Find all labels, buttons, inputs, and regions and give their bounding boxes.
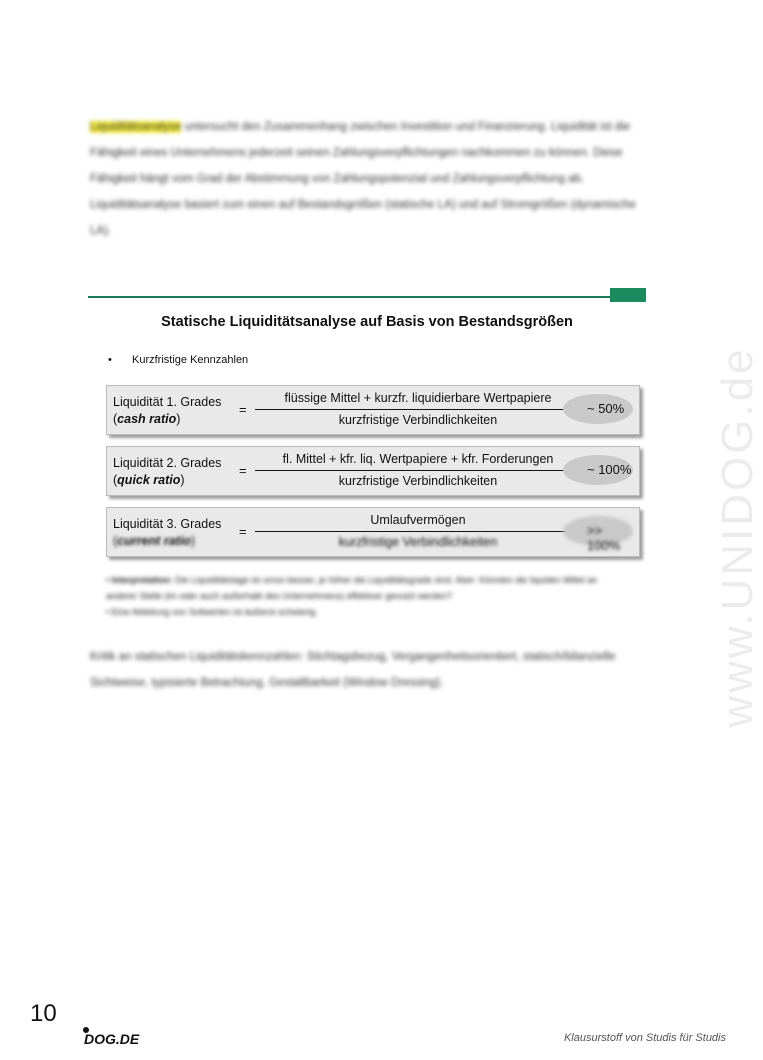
equals-sign: = (239, 402, 247, 417)
bullet-text: Kurzfristige Kennzahlen (132, 354, 249, 366)
closing-paragraph: Kritik an statischen Liquiditätskennzahlen: Stichtagsbezug, Vergangenheitsorientiert, statisch/bilanzielle Sichtweise, typisierte Betrachtung, Gestaltbarkeit (Window Dressing). (90, 651, 616, 689)
equals-sign: = (239, 463, 247, 478)
page-number: 10 (30, 1000, 57, 1027)
logo-text: DOG.DE (84, 1031, 140, 1047)
intro-paragraph (90, 114, 652, 244)
slide-logo-tag (610, 288, 646, 302)
ratio-value: >> 100% (587, 523, 621, 553)
bullet-item (108, 354, 248, 366)
unidog-logo (82, 1024, 152, 1050)
slide-divider (88, 296, 646, 298)
slide-notes (106, 572, 622, 620)
fraction-line (255, 409, 581, 410)
ratio-denominator: kurzfristige Verbindlichkeiten (338, 413, 498, 427)
ratio-label: Liquidität 2. Grades (quick ratio) (113, 456, 222, 487)
ratio-denominator: kurzfristige Verbindlichkeiten (338, 535, 498, 549)
ratio-value: ~ 50% (587, 401, 625, 416)
ratio-title: Liquidität 3. Grades (113, 517, 222, 531)
ratio-subtitle: current ratio (117, 534, 191, 548)
ratio-value: ~ 100% (587, 462, 632, 477)
note-item: • Eine Ableitung von Sollwerten ist äußerst schwierig. (106, 607, 318, 617)
ratio-numerator: fl. Mittel + kfr. liq. Wertpapiere + kfr. Forderungen (282, 452, 554, 466)
ratio-box-1 (106, 385, 640, 435)
ratio-denominator: kurzfristige Verbindlichkeiten (338, 474, 498, 488)
highlighted-term: Liquiditätsanalyse (90, 121, 182, 133)
ratio-label: Liquidität 1. Grades (cash ratio) (113, 395, 222, 426)
note-bold: Interpretation: (111, 575, 173, 585)
fraction-line (255, 531, 581, 532)
bullet-dot: • (108, 354, 112, 366)
equals-sign: = (239, 524, 247, 539)
ratio-numerator: flüssige Mittel + kurzfr. liquidierbare Wertpapiere (284, 391, 552, 405)
watermark: www.UNIDOG.de (713, 346, 762, 728)
fraction-line (255, 470, 581, 471)
ratio-subtitle: quick ratio (117, 473, 181, 487)
ratio-subtitle: cash ratio (117, 412, 177, 426)
slide-figure (88, 296, 646, 617)
footer-tagline: Klausurstoff von Studis für Studis (563, 1032, 726, 1044)
note-text: Eine Ableitung von Sollwerten ist äußerst schwierig. (111, 607, 318, 617)
ratio-box-3 (106, 507, 640, 557)
note-text: Die Liquiditätslage ist umso besser, je höher die Liquiditätsgrade sind. Aber: Könnten die liquiden Mittel an anderer Stelle (im oder auch außerhalb des Unternehmens) effektiver genutzt werden? (106, 575, 598, 601)
ratio-numerator: Umlaufvermögen (370, 513, 466, 527)
ratio-title: Liquidität 2. Grades (113, 456, 222, 470)
intro-text: untersucht den Zusammenhang zwischen Investition und Finanzierung. Liquidität ist die Fähigkeit eines Unternehmens jederzeit seinen Zahlungsverpflichtungen nachkommen zu können. Diese Fähigkeit hängt vom Grad der Abstimmung von Zahlungspotenzial und Zahlungsverpflichtung ab. Liquiditätsanalyse basiert zum einen auf Bestandsgrößen (statische LA) und auf Stromgrößen (dynamische LA). (90, 121, 636, 237)
ratio-label: Liquidität 3. Grades (current ratio) (113, 517, 222, 548)
slide-title: Statische Liquiditätsanalyse auf Basis von Bestandsgrößen (161, 314, 573, 330)
ratio-title: Liquidität 1. Grades (113, 395, 222, 409)
note-item: • Interpretation: Die Liquiditätslage ist umso besser, je höher die Liquiditätsgrade sind. Aber: Könnten die liquiden Mittel an anderer Stelle (im oder auch außerhalb des Unternehmens) effektiver genutzt werden? (106, 575, 598, 601)
ratio-box-2 (106, 446, 640, 496)
